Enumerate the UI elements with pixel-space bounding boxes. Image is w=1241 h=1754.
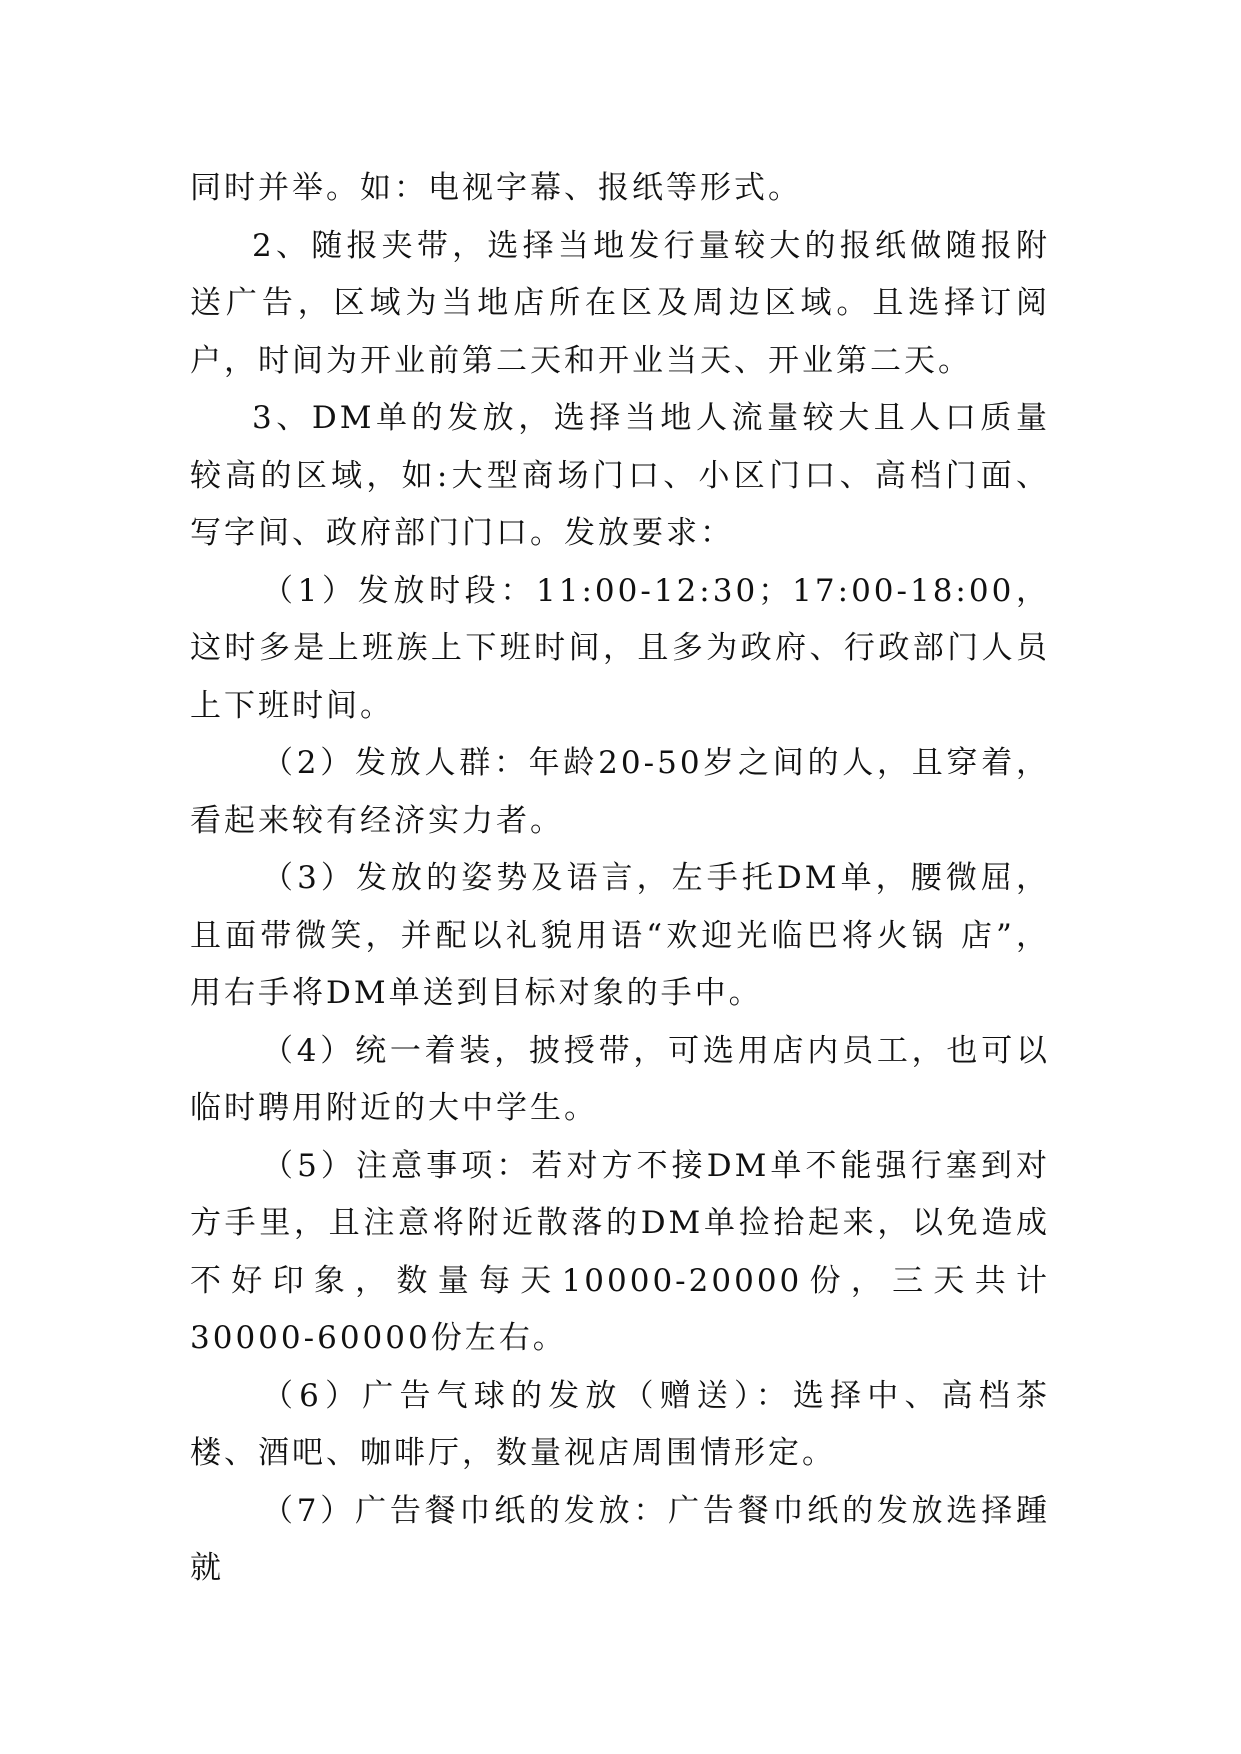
paragraph-subitem-4: （4）统一着装，披授带，可选用店内员工，也可以临时聘用附近的大中学生。 bbox=[190, 1032, 1050, 1126]
paragraph-subitem-7: （7）广告餐巾纸的发放：广告餐巾纸的发放选择踵就 bbox=[190, 1492, 1050, 1586]
paragraph-subitem-2: （2）发放人群：年龄20-50岁之间的人，且穿着，看起来较有经济实力者。 bbox=[190, 745, 1050, 839]
paragraph-subitem-5: （5）注意事项：若对方不接DM单不能强行塞到对方手里，且注意将附近散落的DM单捡拾起来，以免造成不好印象，数量每天10000-20000份，三天共计30000-60000份左右。 bbox=[190, 1147, 1050, 1356]
paragraph-subitem-3: （3）发放的姿势及语言，左手托DM单，腰微屈，且面带微笑，并配以礼貌用语“欢迎光临巴将火锅 店”，用右手将DM单送到目标对象的手中。 bbox=[190, 860, 1050, 1011]
paragraph-item-3: 3、DM单的发放，选择当地人流量较大且人口质量较高的区域，如:大型商场门口、小区门口、高档门面、写字间、政府部门门口。发放要求： bbox=[190, 400, 1050, 551]
paragraph-subitem-1: （1）发放时段：11:00-12:30；17:00-18:00，这时多是上班族上下班时间，且多为政府、行政部门人员上下班时间。 bbox=[190, 572, 1050, 724]
paragraph-subitem-6: （6）广告气球的发放（赠送）：选择中、高档茶楼、酒吧、咖啡厅，数量视店周围情形定。 bbox=[190, 1377, 1050, 1471]
paragraph-item-2: 2、随报夹带，选择当地发行量较大的报纸做随报附送广告，区域为当地店所在区及周边区域。且选择订阅户，时间为开业前第二天和开业当天、开业第二天。 bbox=[190, 227, 1050, 379]
paragraph-continuation: 同时并举。如：电视字幕、报纸等形式。 bbox=[190, 170, 802, 206]
document-body bbox=[190, 160, 1050, 1598]
